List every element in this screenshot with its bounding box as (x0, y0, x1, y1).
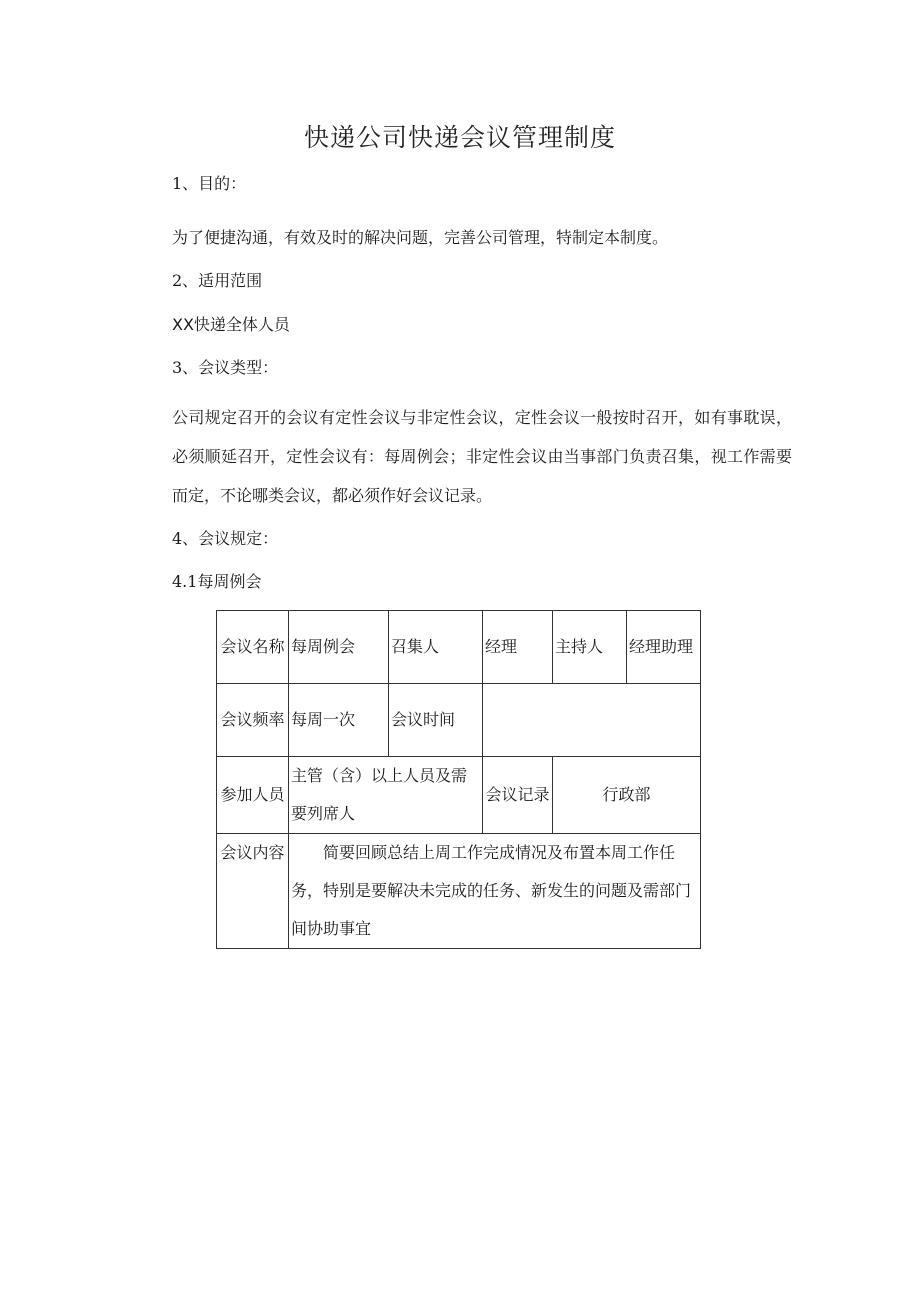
weekly-meeting-table (216, 610, 701, 949)
meeting-name-label: 会议名称 (217, 611, 289, 684)
meeting-frequency-value: 每周一次 (289, 684, 389, 757)
section-1-heading: 1、目的： (172, 174, 247, 193)
meeting-record-value: 行政部 (553, 757, 701, 834)
table-row (217, 684, 701, 757)
meeting-name-value: 每周例会 (289, 611, 389, 684)
section-4-heading: 4、会议规定： (172, 529, 279, 548)
convener-value: 经理 (483, 611, 553, 684)
host-label: 主持人 (553, 611, 627, 684)
section-3-text: 公司规定召开的会议有定性会议与非定性会议，定性会议一般按时召开，如有事耽误，必须顺延召开，定性会议有：每周例会；非定性会议由当事部门负责召集，视工作需要而定，不论哪类会议，都必须作好会议记录。 (172, 408, 792, 505)
document-title: 快递公司快递会议管理制度 (303, 123, 616, 152)
attendees-value: 主管（含）以上人员及需要列席人 (289, 757, 483, 834)
attendees-label: 参加人员 (217, 757, 289, 834)
meeting-content-value: 简要回顾总结上周工作完成情况及布置本周工作任务，特别是要解决未完成的任务、新发生的问题及需部门间协助事宜 (289, 834, 701, 949)
meeting-time-label: 会议时间 (389, 684, 483, 757)
meeting-record-label: 会议记录 (483, 757, 553, 834)
table-row (217, 834, 701, 949)
section-2-text: XX快递全体人员 (172, 315, 290, 334)
section-1-text: 为了便捷沟通，有效及时的解决问题，完善公司管理，特制定本制度。 (172, 228, 669, 247)
host-value: 经理助理 (627, 611, 701, 684)
section-2-heading: 2、适用范围 (172, 271, 263, 290)
table-row (217, 611, 701, 684)
meeting-frequency-label: 会议频率 (217, 684, 289, 757)
section-4-1-heading: 4.1每周例会 (172, 572, 262, 591)
convener-label: 召集人 (389, 611, 483, 684)
section-3-heading: 3、会议类型： (172, 358, 279, 377)
meeting-time-value (483, 684, 701, 757)
table-row (217, 757, 701, 834)
meeting-content-label: 会议内容 (217, 834, 289, 949)
